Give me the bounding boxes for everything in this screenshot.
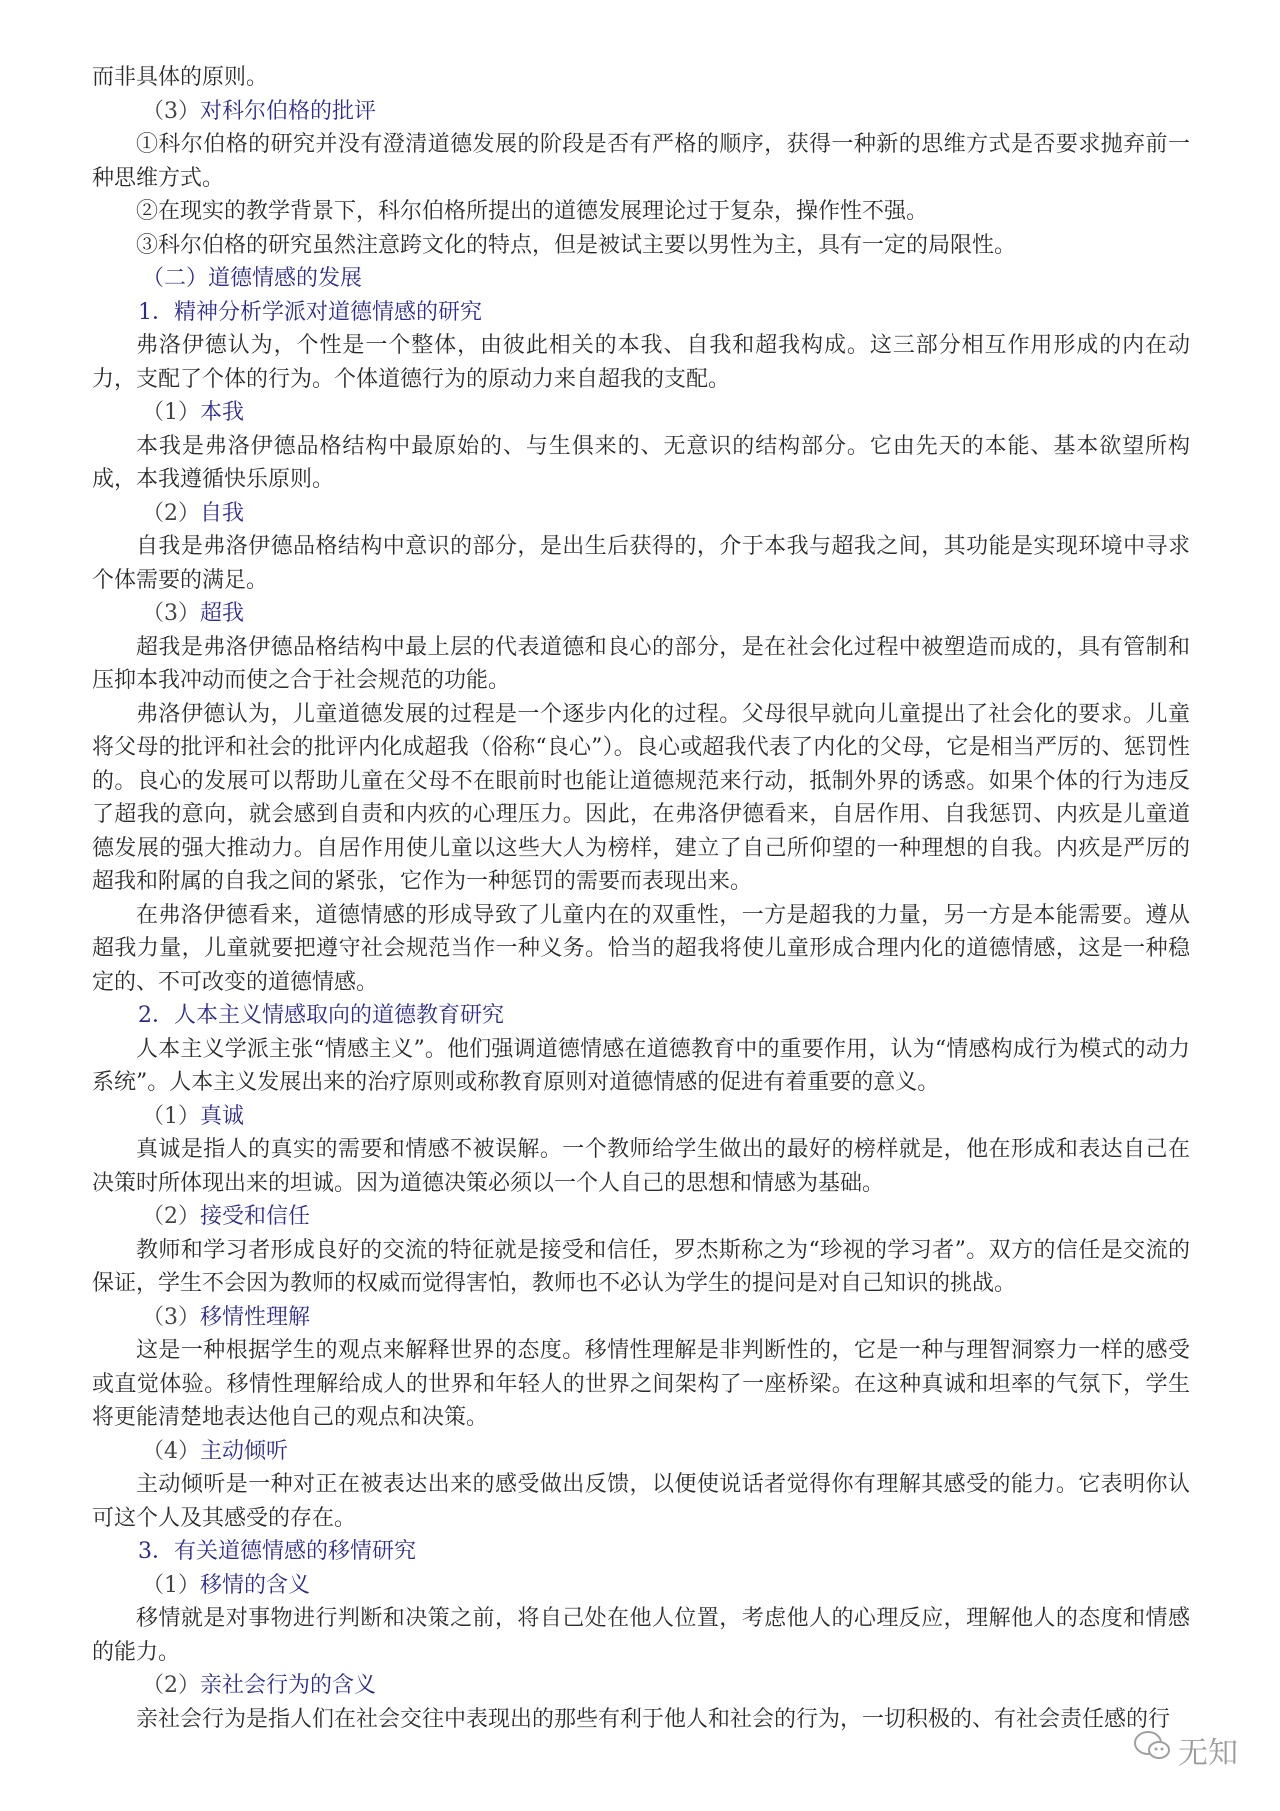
heading-title: 移情的含义 [200, 1572, 311, 1598]
section-heading [92, 597, 1190, 631]
watermark-text: 无知 [1178, 1736, 1238, 1771]
section-heading [92, 296, 1190, 330]
heading-number: 1． [138, 299, 174, 325]
section-heading [92, 999, 1190, 1033]
heading-title: 道德情感的发展 [208, 266, 363, 291]
heading-title: 自我 [200, 500, 245, 526]
paragraph: ①科尔伯格的研究并没有澄清道德发展的阶段是否有严格的顺序，获得一种新的思维方式是否要求抛弃前一种思维方式。 [92, 132, 1190, 191]
section-heading [92, 95, 1190, 129]
heading-number: （2） [142, 1673, 200, 1698]
section-heading [92, 497, 1190, 531]
heading-title: 对科尔伯格的批评 [200, 98, 377, 124]
heading-title: 精神分析学派对道德情感的研究 [174, 299, 483, 325]
section-heading [92, 396, 1190, 430]
heading-number: （4） [142, 1438, 200, 1464]
heading-title: 真诚 [200, 1103, 245, 1129]
paragraph: 而非具体的原则。 [92, 65, 269, 90]
paragraph: 弗洛伊德认为，个性是一个整体，由彼此相关的本我、自我和超我构成。这三部分相互作用形成的内在动力，支配了个体的行为。个体道德行为的原动力来自超我的支配。 [92, 333, 1190, 392]
paragraph: ②在现实的教学背景下，科尔伯格所提出的道德发展理论过于复杂，操作性不强。 [136, 199, 929, 224]
section-heading [92, 1301, 1190, 1335]
heading-number: （1） [142, 1572, 200, 1598]
paragraph: 教师和学习者形成良好的交流的特征就是接受和信任，罗杰斯称之为“珍视的学习者”。双方的信任是交流的保证，学生不会因为教师的权威而觉得害怕，教师也不必认为学生的提问是对自己知识的挑战。 [92, 1237, 1190, 1296]
paragraph: 人本主义学派主张“情感主义”。他们强调道德情感在道德教育中的重要作用，认为“情感构成行为模式的动力系统”。人本主义发展出来的治疗原则或称教育原则对道德情感的促进有着重要的意义。 [92, 1036, 1190, 1095]
heading-title: 主动倾听 [200, 1438, 289, 1464]
heading-number: （2） [142, 1204, 200, 1229]
heading-number: （1） [142, 1103, 200, 1129]
paragraph: 本我是弗洛伊德品格结构中最原始的、与生俱来的、无意识的结构部分。它由先天的本能、基本欲望所构成，本我遵循快乐原则。 [92, 433, 1190, 492]
section-heading [92, 1100, 1190, 1134]
heading-number: （3） [142, 98, 200, 124]
paragraph: 真诚是指人的真实的需要和情感不被误解。一个教师给学生做出的最好的榜样就是，他在形成和表达自己在决策时所体现出来的坦诚。因为道德决策必须以一个人自己的思想和情感为基础。 [92, 1137, 1190, 1196]
watermark [1132, 1728, 1238, 1772]
section-heading [92, 1535, 1190, 1569]
heading-number: （3） [142, 601, 200, 626]
section-heading [92, 1569, 1190, 1603]
heading-title: 移情性理解 [200, 1304, 311, 1330]
heading-title: 人本主义情感取向的道德教育研究 [174, 1003, 505, 1028]
heading-number: （二） [142, 266, 209, 291]
section-heading [92, 1200, 1190, 1234]
heading-title: 接受和信任 [200, 1204, 311, 1229]
heading-title: 本我 [200, 400, 245, 425]
heading-number: 3． [138, 1539, 174, 1564]
paragraph: 自我是弗洛伊德品格结构中意识的部分，是出生后获得的，介于本我与超我之间，其功能是实现环境中寻求个体需要的满足。 [92, 534, 1190, 593]
heading-title: 有关道德情感的移情研究 [174, 1539, 417, 1564]
heading-number: （3） [142, 1304, 200, 1330]
paragraph: 这是一种根据学生的观点来解释世界的态度。移情性理解是非判断性的，它是一种与理智洞察力一样的感受或直觉体验。移情性理解给成人的世界和年轻人的世界之间架构了一座桥梁。在这种真诚和坦率的气氛下，学生将更能清楚地表达他自己的观点和决策。 [92, 1338, 1190, 1430]
paragraph: ③科尔伯格的研究虽然注意跨文化的特点，但是被试主要以男性为主，具有一定的局限性。 [136, 232, 1017, 258]
paragraph: 亲社会行为是指人们在社会交往中表现出的那些有利于他人和社会的行为，一切积极的、有社会责任感的行 [136, 1706, 1171, 1732]
section-heading [92, 262, 1190, 296]
paragraph: 主动倾听是一种对正在被表达出来的感受做出反馈，以便使说话者觉得你有理解其感受的能力。它表明你认可这个人及其感受的存在。 [92, 1472, 1190, 1531]
section-heading [92, 1669, 1190, 1703]
paragraph: 移情就是对事物进行判断和决策之前，将自己处在他人位置，考虑他人的心理反应，理解他人的态度和情感的能力。 [92, 1606, 1190, 1665]
paragraph: 超我是弗洛伊德品格结构中最上层的代表道德和良心的部分，是在社会化过程中被塑造而成的，具有管制和压抑本我冲动而使之合于社会规范的功能。 [92, 634, 1190, 693]
paragraph: 在弗洛伊德看来，道德情感的形成导致了儿童内在的双重性，一方是超我的力量，另一方是本能需要。遵从超我力量，儿童就要把遵守社会规范当作一种义务。恰当的超我将使儿童形成合理内化的道德情感，这是一种稳定的、不可改变的道德情感。 [92, 902, 1190, 995]
heading-title: 超我 [200, 601, 245, 626]
heading-number: 2． [138, 1003, 174, 1028]
heading-number: （2） [142, 500, 200, 526]
paragraph: 弗洛伊德认为，儿童道德发展的过程是一个逐步内化的过程。父母很早就向儿童提出了社会化的要求。儿童将父母的批评和社会的批评内化成超我（俗称“良心”）。良心或超我代表了内化的父母，它是相当严厉的、惩罚性的。良心的发展可以帮助儿童在父母不在眼前时也能让道德规范来行动，抵制外界的诱惑。如果个体的行为违反了超我的意向，就会感到自责和内疚的心理压力。因此，在弗洛伊德看来，自居作用、自我惩罚、内疚是儿童道德发展的强大推动力。自居作用使儿童以这些大人为榜样，建立了自己所仰望的一种理想的自我。内疚是严厉的超我和附属的自我之间的紧张，它作为一种惩罚的需要而表现出来。 [92, 701, 1190, 894]
heading-number: （1） [142, 400, 200, 425]
section-heading [92, 1435, 1190, 1469]
wechat-icon [1132, 1729, 1172, 1771]
heading-title: 亲社会行为的含义 [200, 1673, 377, 1698]
document-body [92, 61, 1190, 1736]
